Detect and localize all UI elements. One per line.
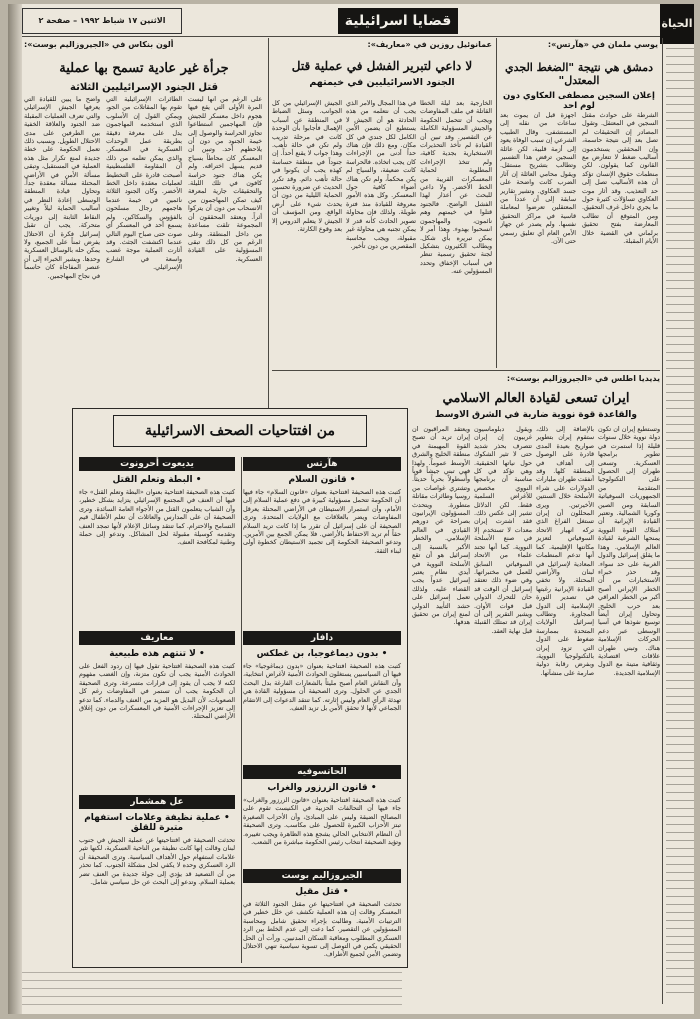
editorial-title: • قتل مقيل (295, 887, 349, 897)
editorial-section (243, 631, 401, 761)
article-headline: جرأة غير عادية تسمح بها عملية (59, 61, 229, 76)
column-rule (662, 38, 663, 1004)
editorial-section (243, 765, 401, 865)
article-subhead: والقاعدة قوة نووية ضاربة في الشرق الاوسط (435, 410, 637, 420)
editorials-box (72, 408, 408, 968)
bottom-text-texture (22, 972, 402, 1008)
paper-label: دافار (243, 631, 401, 645)
text-column: بالإضافة إلى ذلك، ستقوم إيران بتطوير صواريخ بعيدة المدى قادرة على الوصول إلى أهداف في المنطقة كلها. وقد أنفقت طهران مليارات الدولارات على شراء الأسلحة خلال السنتين الأخيرتين. ويرى المحللون أن إيران تستغل الفراغ الذي تركه انهيار الاتحاد السوفياتي لتعزيز مكانتها الإقليمية. كما أنها تدعم المنظمات المعادية لإسرائيل في لبنان والأراضي المحتلة. ولا تخفي القيادة الإيرانية رغبتها في تصدير الثورة الإسلامية إلى الدول المجاورة. وتطالب إسرائيل الولايات المتحدة بممارسة ضغوط على الدول التي تزود إيران بالتكنولوجيا النووية، وبفرض رقابة دولية صارمة على منشآتها. (536, 426, 594, 677)
text-column: الطائرات الإسرائيلية التي تقوم بها المقاتلات من الجو، ويمكن القول إن الأسلوب الذي استخدمه المهاجمون يدل على معرفة دقيقة بطريقة عمل الوحدات العسكرية في المعسكر. والذي يمكن تعلمه من ذلك أن المقاومة الفلسطينية أصبحت قادرة على التخطيط لعمليات معقدة داخل الخط الأخضر. وكان الجنود الثلاثة نائمين في خيمة عندما هاجمهم رجال مسلحون بالفؤوس والسكاكين. ولم يسمع أحد في المعسكر أي صوت حتى صباح اليوم التالي عندما اكتشفت الجثث. وقد أثارت العملية موجة غضب واسعة في الشارع الإسرائيلي. (106, 96, 182, 272)
editorial-title: • قانون الزرزور والغراب (267, 783, 377, 793)
editorial-title: • بدون ديماغوجيا، بن غطكس (256, 649, 388, 659)
section-title: قضايا اسرائيلية (338, 8, 458, 34)
text-column: ويقول دبلوماسيون غربيون إن إيران تتصرف بحذر شديد حتى لا تثير الشكوك حول نياتها الحقيقية. وهي تؤكد في كل مناسبة أن برنامجها النووي مخصص للأغراض السلمية فقط. لكن الدلائل تشير إلى عكس ذلك. فقد اشترت إيران معدات لا تستخدم إلا في صنع الأسلحة النووية. كما أنها تجند علماء من الاتحاد السوفياتي السابق للعمل في مختبراتها. وفي ضوء ذلك تعتقد إسرائيل أن الوقت قد حان للتحرك الدولي قبل فوات الأوان. ويشير التقرير إلى أن إيران قد تمتلك القنبلة قبل نهاية العقد. (474, 426, 532, 635)
editorials-right-column (243, 457, 401, 963)
source-tag: يوسي ملمان في «هآرتس»: (547, 40, 658, 49)
article-melman (500, 40, 658, 368)
text-column: ويعتقد المراقبون أن إيران تريد أن تصبح القوة المهيمنة في منطقة الخليج والشرق الأوسط عموماً. ولهذا فهي تبني جيشاً قوياً وأسطولاً بحرياً حديثاً. وتشتري غواصات من روسيا وطائرات مقاتلة متطورة. ويتحدث المسؤولون الإيرانيون بصراحة عن دورهم القيادي في العالم الإسلامي. والخطر الأكبر بالنسبة إلى إسرائيل هو أن تقع الأسلحة النووية في أيدي نظام يعتبر إسرائيل عدواً يجب القضاء عليه. ولذلك تعمل إسرائيل على حشد التأييد الدولي لمنع إيران من تحقيق هدفها. (412, 426, 470, 627)
editorial-title: • قانون السلام (288, 475, 356, 485)
text-column: الشرطة على حوادث مقتل السجين في المعتقل. وتقول المصادر إن التحقيقات لم تصل بعد إلى نتيجة حاسمة، وإن المحققين يستخدمون أساليب ضغط لا تتعارض مع القانون كما يقولون. لكن منظمات حقوق الإنسان تؤكد أن هذه الأساليب تصل إلى حد التعذيب. وقد أثار موت العكاوي تساؤلات كثيرة حول ما يجري داخل غرف التحقيق. ومن المتوقع أن تطالب المعارضة بفتح تحقيق برلماني في القضية خلال الأيام المقبلة. (582, 112, 658, 246)
editorials-left-column (79, 457, 235, 963)
article-rosen (272, 40, 492, 360)
column-rule (268, 38, 269, 408)
editorial-text: تحدثت الصحيفة في افتتاحيتها عن عملية الجيش في جنوب لبنان وقالت إنها كانت نظيفة من الناحية العسكرية، لكنها تثير علامات استفهام حول الأهداف السياسية. وترى الصحيفة أن الرد العسكري وحده لا يكفي لحل مشكلة الجنوب. كما تحذر من أن التصعيد قد يؤدي إلى جولة جديدة من العنف تضر بعملية السلام. وتدعو إلى البحث عن حل سياسي شامل. (79, 837, 235, 887)
text-column: وتستطيع إيران أن تكون دولة نووية خلال سنوات قليلة إذا استمرت في تطوير برامجها العسكرية. وتسعى طهران إلى الحصول على التكنولوجيا المتقدمة من الجمهوريات السوفياتية السابقة ومن الصين وكوريا الشمالية. وتعتبر القيادة الإيرانية أن امتلاك القوة النووية يمنحها الشرعية لقيادة العالم الإسلامي. وهذا ما يقلق إسرائيل والدول الغربية على حد سواء. وقد حذر خبراء الاستخبارات من أن الخطر الإيراني أصبح أكبر من الخطر العراقي بعد حرب الخليج. وتحاول إيران أيضاً توسيع نفوذها في آسيا الوسطى عبر دعم الحركات الإسلامية هناك. وتبني طهران علاقات اقتصادية وثقافية متينة مع الدول الإسلامية الجديدة. (598, 426, 660, 677)
text-column: الخارجية بعد ليلة الخطأ القاتلة في ملف المفاوضات ويجب أن تتحمل الحكومة والجيش المسؤولية الكاملة عن التقصير. وقد تبين أن القيادة لم تأخذ التحذيرات الاستخبارية بجدية كافية، ولم تتخذ الإجراءات المطلوبة لحماية المعسكرات القريبة من الخط الأخضر. ولا داعي للبحث عن أعذار لهذا الفشل الواضح. فالجنود قتلوا في خيمتهم وهم نائمون، والمهاجمون انسحبوا بهدوء. وهذا أمر لا يمكن تبريره بأي شكل. ويطالب الكثيرون بتشكيل لجنة تحقيق رسمية تنظر في أسباب الإخفاق وتحدد المسؤولين عنه. (420, 100, 492, 276)
paper-label: الحاتسوفيه (243, 765, 401, 779)
date-box (22, 8, 182, 34)
text-column: في هذا المجال والأمر الذي يجب أن نتعلمه من هذه الحادثة هو أن الجيش لا يستطيع أن يضمن الأمن الكامل لكل جندي في كل مكان. ومع ذلك فإن هناك حداً أدنى من الإجراءات كان يجب اتخاذه. فالحراسة كانت ضعيفة، والسياج لم يكن محكماً، ولم تكن هناك أضواء كافية حول المعسكر. وكل هذه الأمور معروفة للقيادة منذ فترة طويلة. ولذلك فإن محاولة تصوير الحادث كأنه قدر لا يمكن تجنبه هي محاولة غير مقبولة، ويجب محاسبة المقصرين من دون تأخير. (346, 100, 416, 250)
article-subhead: الجنود الاسرائيليين في خيمتهم (309, 77, 455, 88)
editorial-text: كتبت هذه الصحيفة افتتاحية بعنوان «البطة وتعلم القتل» جاء فيها أن العنف في المجتمع الإسرائيلي يتزايد بشكل خطير، وأن الشباب يتعلمون القتل من الأجواء العامة السائدة. وترى الصحيفة أن على المدارس والعائلات أن تعلم الأطفال قيم التسامح والاحترام. كما تنتقد وسائل الإعلام لأنها تمجد العنف وتقدمه كوسيلة مقبولة لحل المشاكل. وتدعو إلى حملة وطنية لمكافحة العنف. (79, 489, 235, 547)
newspaper-page (8, 4, 694, 1014)
article-headline: دمشق هي نتيجة "الضغط الجدي المعتدل" (504, 61, 654, 87)
text-column: واضح ما يبين للقيادة التي يعرفها الجيش الإسرائيلي والتي تعرف العمليات المقبلة ضد الجنود والعلاقة الخفية بين الطرفين على مدى الاحتلال الطويل. وبسبب ذلك تعمل الحكومة على خطة جديدة لمنع تكرار مثل هذه العملية في المستقبل، وتبقى مسألة الأمن في الأراضي المحتلة مسألة معقدة جداً. وتحاول قيادة المنطقة الوسطى إعادة النظر في أساليب الحماية ليلاً وتغيير النقاط الثابتة إلى دوريات متحركة. يجب أن تقبل إسرائيل فكرة أن الاحتلال يفرض ثمناً على الجميع، ولا يمكن حله بالوسائل العسكرية وحدها. ويشير الخبراء إلى أن عنصر المفاجأة كان حاسماً في نجاح المهاجمين. (24, 96, 100, 280)
source-tag: ألون بنكاس في «الجيروزاليم بوست»: (24, 40, 174, 49)
article-subhead: قتل الجنود الإسرائيليين الثلاثة (70, 82, 218, 93)
article-headline: ايران تسعى لقيادة العالم الاسلامي (442, 391, 630, 406)
text-column: على الرغم من أنها ليست المرة الأولى التي يقع فيها هجوم داخل معسكر للجيش فإن المهاجمين استطاعوا تجاوز الحراسة والوصول إلى خيمة الجنود من دون أن يلاحظهم أحد. وتبين أن المعسكر كان محاطاً بسياج قديم يسهل اختراقه. ولم يكن هناك جنود حراسة كافون في تلك الليلة. والتحقيقات جارية لمعرفة كيف تمكن المهاجمون من الانسحاب من دون أن يتركوا أثراً. ويعتقد المحققون أن المجموعة تلقت مساعدة من داخل المنطقة. وعلى الرغم من كل ذلك تبقى المسؤولية على القيادة العسكرية. (188, 96, 262, 263)
editorial-text: كتبت هذه الصحيفة افتتاحية بعنوان «بدون ديماغوجيا» جاء فيها أن السياسيين يستغلون الحوادث الأمنية لأغراض انتخابية، وأن النقاش العام أصبح مليئاً بالشعارات الفارغة بدل البحث الجدي عن الحلول. وترى الصحيفة أن مسؤولية القادة هي تهدئة الرأي العام وليس إثارته. كما تنتقد الدعوات إلى الانتقام الجماعي لأنها لا تحقق الأمن بل تزيد العنف. (243, 663, 401, 713)
page-fold-shadow (8, 4, 22, 1014)
editorial-section (79, 457, 235, 627)
text-column: الجيش الإسرائيلي من كل الجوانب. وسئل الضباط في المنطقة عن أسباب الإهمال فأجابوا بأن الوحدة كانت في مرحلة تدريب ولم تكن في حالة تأهب. وهذا جواب لا يقنع أحداً. إن جنوداً في منطقة حساسة كهذه يجب أن يكونوا في حالة تأهب دائم. وقد تكرر الحديث عن ضرورة تحسين الحماية الليلية من دون أن يحدث شيء على أرض الواقع. ومن المؤسف أن الجيش لا يتعلم الدروس إلا بعد وقوع الكارثة. (272, 100, 342, 234)
paper-label: هآرتس (243, 457, 401, 471)
paper-label: يديعوت أحرونوت (79, 457, 235, 471)
source-tag: يديديا اطلس في «الجيروزاليم بوست»: (506, 374, 660, 383)
editorial-title: • عملية نظيفة وعلامات استفهام متبرة للقلق (84, 813, 230, 833)
editorial-section (243, 457, 401, 627)
section-rule (272, 370, 660, 371)
editorial-title: • لا تنتهم هذه طبيعية (109, 649, 205, 659)
column-rule (496, 38, 497, 368)
editorial-section (243, 869, 401, 963)
source-tag: عمانوئيل روزين في «معاريف»: (367, 40, 492, 49)
date-line: الاثنين ١٧ شباط ١٩٩٢ – صفحة ٢ (38, 16, 166, 25)
editorial-section (79, 631, 235, 791)
paper-label: معاريف (79, 631, 235, 645)
editorial-section (79, 795, 235, 963)
logo: الحياة (660, 4, 694, 44)
editorials-column-rule (241, 457, 242, 963)
editorial-text: كتبت هذه الصحيفة افتتاحية بعنوان «قانون الزرزور والغراب» جاء فيها أن التحالفات الحزبية في الكنيست تقوم على المصالح الضيقة وليس على المبادئ، وأن الأحزاب الصغيرة تبتز الأحزاب الكبيرة للحصول على مكاسب. وترى الصحيفة أن النظام الانتخابي الحالي يشجع هذه الظاهرة ويجب تغييره. وتؤيد الصحيفة انتخاب رئيس الحكومة مباشرة من الشعب. (243, 797, 401, 847)
article-iran (412, 374, 660, 1004)
article-gold-hamas (24, 40, 264, 408)
editorials-banner: من افتتاحيات الصحف الاسرائيلية (145, 423, 335, 439)
editorials-banner-box (113, 415, 367, 447)
article-headline: لا داعي لتبرير الفشل في عملية قتل (291, 59, 473, 73)
article-subhead: إعلان السجين مصطفى العكاوي دون لوم احد (503, 91, 655, 111)
editorial-text: كتبت هذه الصحيفة افتتاحية بعنوان «قانون السلام» جاء فيها أن الحكومة تتحمل مسؤولية كبيرة في دفع عملية السلام إلى الأمام، وأن استمرار الاستيطان في الأراضي المحتلة يعرقل المفاوضات ويضر بالعلاقات مع الولايات المتحدة. وترى الصحيفة أن على إسرائيل أن تقرر ما إذا كانت تريد السلام حقاً أم تريد الاحتفاظ بالأراضي. فلا يمكن الجمع بين الأمرين. وتدعو الصحيفة الحكومة إلى تجميد الاستيطان كخطوة أولى لبناء الثقة. (243, 489, 401, 555)
header-rule (22, 36, 660, 37)
editorial-text: تحدثت الصحيفة في افتتاحيتها عن مقتل الجنود الثلاثة في المعسكر وقالت إن هذه العملية تكشف عن خلل خطير في الترتيبات الأمنية. وطالبت بإجراء تحقيق شامل ومحاسبة المسؤولين عن التقصير. كما دعت إلى عدم الخلط بين الرد العسكري المطلوب ومعاقبة السكان المدنيين. ورأت أن الحل الحقيقي يكمن في التوصل إلى تسوية سياسية تنهي الاحتلال وتضمن الأمن لجميع الأطراف. (243, 901, 401, 959)
text-column: أجهزة قبل أن يموت بعد ساعات من نقله إلى المستشفى. وقال الطبيب الشرعي إن سبب الوفاة يعود إلى أزمة قلبية، لكن عائلة السجين ترفض هذا التفسير وتطالب بتشريح مستقل. ويقول محامي العائلة إن آثار الضرب كانت واضحة على جسد العكاوي. وتشير تقارير سابقة إلى أن عدداً من المعتقلين تعرضوا لمعاملة قاسية في مراكز التحقيق نفسها. ولم يصدر عن جهاز الأمن العام أي تعليق رسمي حتى الآن. (500, 112, 576, 246)
cropped-column-texture (666, 48, 694, 998)
paper-label: الجيروزاليم بوست (243, 869, 401, 883)
editorial-text: كتبت هذه الصحيفة افتتاحية تقول فيها إن ردود الفعل على الحوادث الأمنية يجب أن تكون متزنة، وإن الغضب مفهوم لكنه لا يجب أن يقود إلى قرارات متسرعة. وترى الصحيفة أن الحكومة يجب أن تستمر في المفاوضات رغم كل الصعوبات، لأن البديل هو المزيد من العنف والدماء. كما تدعو إلى تعزيز الإجراءات الأمنية في المعسكرات من دون إغلاق الأراضي المحتلة. (79, 663, 235, 721)
paper-label: عل همشمار (79, 795, 235, 809)
editorial-title: • البطة وتعلم القتل (112, 475, 202, 485)
